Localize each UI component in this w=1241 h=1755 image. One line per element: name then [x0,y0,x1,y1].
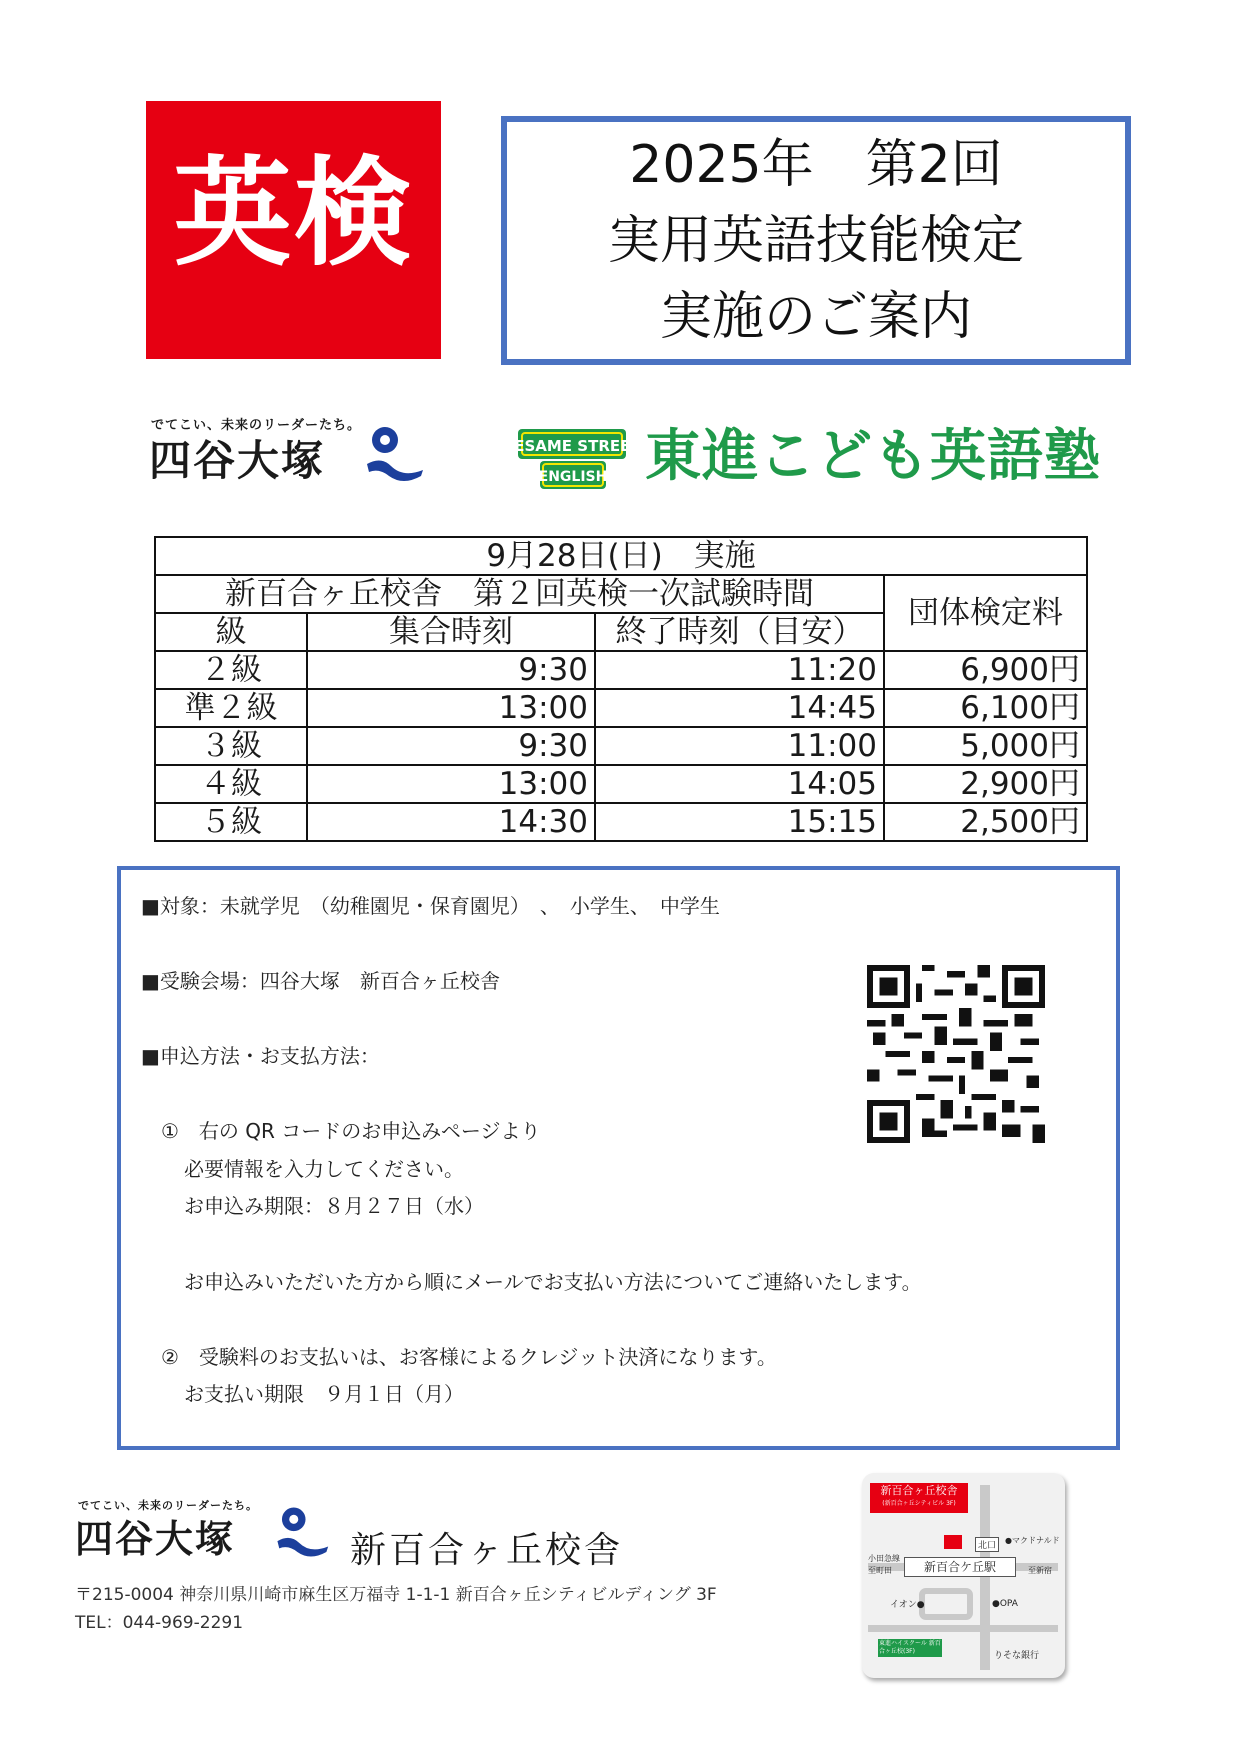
yotsuya-tagline: でてこい、未来のリーダーたち。 [151,418,362,433]
yotsuya-logo [151,414,361,433]
footer-tagline: でてこい、未来のリーダーたち。 [78,1499,258,1512]
map-to-shinjuku: 至新宿 [1028,1566,1052,1575]
grade-cell: ５級 [155,803,307,841]
table-row [155,765,1087,803]
map-mcdonalds: ●マクドナルド [1005,1536,1060,1545]
footer-tel: TEL：044-969-2291 [75,1613,244,1633]
access-map [862,1473,1065,1678]
end-time-cell: 11:00 [595,727,884,765]
sesame-street-badge [503,421,641,493]
gather-time-header: 集合時刻 [307,613,595,651]
map-resona: りそな銀行 [994,1651,1040,1661]
title-line-2: 実用英語技能検定 [607,210,1024,271]
gather-time-cell: 13:00 [307,689,595,727]
end-time-cell: 14:45 [595,689,884,727]
end-time-cell: 11:20 [595,651,884,689]
map-station: 新百合ケ丘駅 [904,1557,1016,1577]
step2-line1: ② 受験料のお支払いは、お客様によるクレジット決済になります。 [161,1345,777,1369]
table-row [155,803,1087,841]
table-row [155,727,1087,765]
map-aeon: イオン● [890,1600,925,1610]
sesame-top-text: SESAME STREET [503,437,641,455]
eiken-logo [146,101,441,359]
exam-schedule-table [154,536,1088,842]
step1-deadline: お申込み期限：８月２７日（水） [184,1194,484,1218]
step1-note: お申込みいただいた方から順にメールでお支払い方法についてご連絡いたします。 [184,1270,922,1294]
gather-time-cell: 9:30 [307,727,595,765]
map-campus-label: 新百合ヶ丘校舎 [880,1484,958,1497]
fee-cell: 6,100円 [884,689,1087,727]
map-odakyu: 小田急線 [868,1554,900,1563]
qr-code[interactable] [867,965,1045,1143]
end-time-cell: 15:15 [595,803,884,841]
footer-address: 〒215-0004 神奈川県川崎市麻生区万福寺 1-1-1 新百合ヶ丘シティビルディング 3F [75,1585,717,1605]
footer-yotsuya-mark-icon [272,1503,330,1561]
map-highschool: 東進ハイスクール 新百合ヶ丘校(3F) [879,1640,941,1655]
sesame-bottom-text: ENGLISH [538,469,608,485]
fee-cell: 6,900円 [884,651,1087,689]
map-campus-sub: (新百合ヶ丘シティビル 3F) [882,1500,956,1507]
grade-cell: 準２級 [155,689,307,727]
map-north-exit: 北口 [975,1537,999,1552]
map-to-machida: 至町田 [868,1566,892,1575]
info-box [117,866,1120,1450]
step2-deadline: お支払い期限 ９月１日（月） [184,1382,464,1406]
gather-time-cell: 9:30 [307,651,595,689]
toshin-kodomo-name: 東進こども英語塾 [645,424,1101,489]
fee-cell: 5,000円 [884,727,1087,765]
grade-cell: ３級 [155,727,307,765]
gather-time-cell: 14:30 [307,803,595,841]
fee-cell: 2,500円 [884,803,1087,841]
yotsuya-mark-icon [361,422,425,486]
end-time-header: 終了時刻（目安） [595,613,884,651]
method-line: ■申込方法・お支払方法： [141,1044,380,1068]
exam-date-row: 9月28日(日) 実施 [155,537,1087,575]
venue-line: ■受験会場：四谷大塚 新百合ヶ丘校舎 [141,969,500,993]
map-opa: ●OPA [992,1599,1018,1609]
grade-cell: ２級 [155,651,307,689]
table-row [155,651,1087,689]
exam-subtitle: 新百合ヶ丘校舎 第２回英検一次試験時間 [155,575,884,613]
fee-cell: 2,900円 [884,765,1087,803]
footer-campus-name: 新百合ヶ丘校舎 [350,1530,624,1571]
yotsuya-name: 四谷大塚 [149,436,326,485]
footer-yotsuya-name: 四谷大塚 [75,1517,236,1561]
end-time-cell: 14:05 [595,765,884,803]
map-campus-tag [870,1483,968,1513]
title-line-3: 実施のご案内 [659,286,972,347]
title-box [501,116,1131,365]
eiken-logo-text: 英検 [173,144,414,282]
gather-time-cell: 13:00 [307,765,595,803]
table-row [155,689,1087,727]
grade-header: 級 [155,613,307,651]
fee-header: 団体検定料 [884,575,1087,651]
target-line: ■対象：未就学児 （幼稚園児・保育園児） 、 小学生、 中学生 [141,894,720,918]
title-line-1: 2025年 第2回 [629,134,1003,195]
step1-line2: 必要情報を入力してください。 [184,1157,464,1181]
grade-cell: ４級 [155,765,307,803]
step1-line1: ① 右の QR コードのお申込みページより [161,1119,541,1143]
